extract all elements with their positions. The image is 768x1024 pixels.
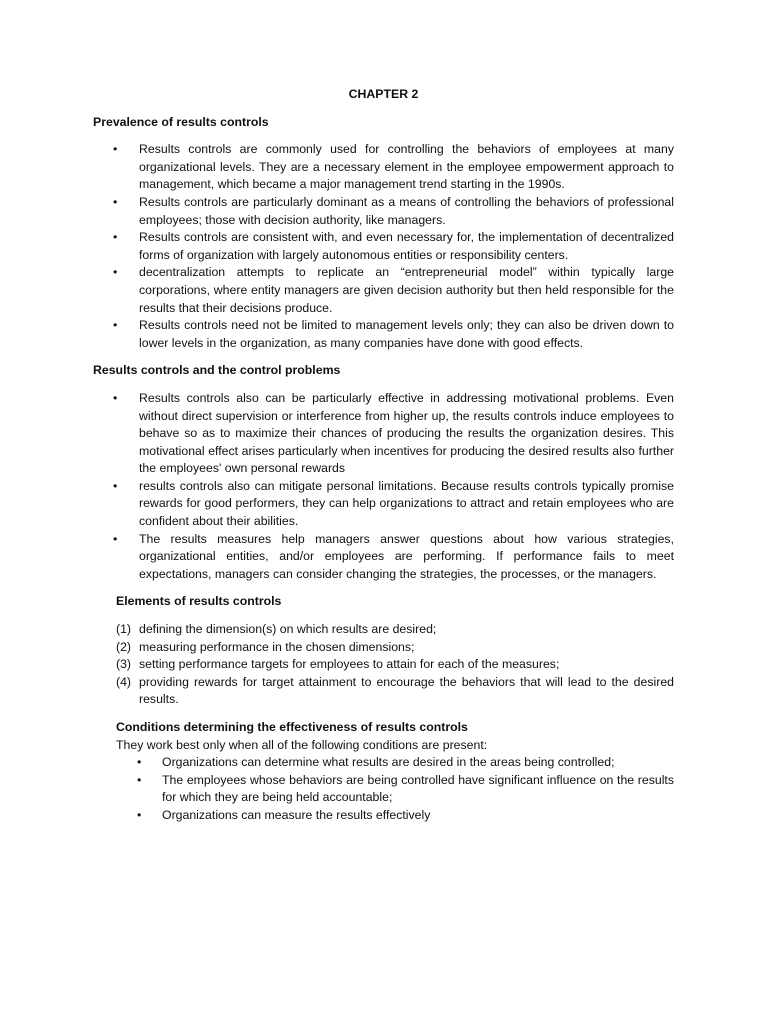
prevalence-bullet-list [93,141,674,352]
section-heading-prevalence: Prevalence of results controls [93,114,269,129]
list-item: (1) defining the dimension(s) on which results are desired; [93,621,674,639]
list-item: • Results controls are consistent with, and even necessary for, the implementation of decentralized forms of organization with largely autonomous entities or responsibility centers. [113,230,674,262]
list-item: • The employees whose behaviors are being controlled have significant influence on the results for which they are being held accountable; [137,772,674,805]
bullet-icon: • [113,194,118,209]
bullet-icon: • [137,807,142,822]
list-number: (4) [116,674,132,689]
document-page [93,86,674,825]
section-heading-control-problems: Results controls and the control problems [93,363,341,378]
list-item: • Results controls also can be particularly effective in addressing motivational problems. Even without direct supervision or interference from higher up, the results controls induce employees to behave so as to maximize their chances of producing the results the organization desires. This motivational effect arises particularly when incentives for producing the desired results also further the employees' own personal rewards [113,390,674,476]
bullet-icon: • [113,142,118,157]
chapter-title: CHAPTER 2 [348,87,419,101]
control-problems-bullet-list [93,390,674,584]
list-item: • Organizations can determine what results are desired in the areas being controlled; [116,754,674,772]
list-item: • The results measures help managers answer questions about how various strategies, organizational entities, and/or employees are performing. If performance fails to meet expectations, managers can consider changing the strategies, the processes, or the managers. [113,531,674,581]
bullet-icon: • [113,230,118,245]
bullet-icon: • [137,755,142,770]
section-heading-elements: Elements of results controls [116,594,282,609]
elements-numbered-list [93,621,674,709]
conditions-block [93,719,674,825]
bullet-icon: • [113,478,118,493]
bullet-icon: • [137,772,142,787]
list-number: (3) [116,657,132,672]
section-heading-conditions: Conditions determining the effectiveness of results controls [116,720,468,734]
list-item: • Organizations can measure the results effectively [116,807,674,825]
bullet-icon: • [113,390,118,405]
list-number: (1) [116,622,132,637]
list-item: (3) setting performance targets for employees to attain for each of the measures; [93,656,674,674]
bullet-icon: • [113,265,118,280]
list-number: (2) [116,639,132,654]
bullet-icon: • [113,318,118,333]
list-item: (4) providing rewards for target attainment to encourage the behaviors that will lead to the desired results. [116,674,674,707]
bullet-icon: • [113,531,118,546]
list-item: • Results controls are commonly used for controlling the behaviors of employees at many organizational levels. They are a necessary element in the employee empowerment approach to management, which became a major management trend starting in the 1990s. [113,142,674,192]
list-item: • results controls also can mitigate personal limitations. Because results controls typically promise rewards for good performers, they can help organizations to attract and retain employees who are confident about their abilities. [113,478,674,529]
list-item: • Results controls need not be limited to management levels only; they can also be driven down to lower levels in the organization, as many companies have done with good effects. [113,318,674,350]
list-item: • decentralization attempts to replicate an “entrepreneurial model” within typically large corporations, where entity managers are given decision authority but then held responsible for the results that their decisions produce. [113,265,674,315]
conditions-bullet-list [116,754,674,824]
list-item: (2) measuring performance in the chosen dimensions; [93,639,674,657]
conditions-intro: They work best only when all of the following conditions are present: [116,737,488,752]
list-item: • Results controls are particularly dominant as a means of controlling the behaviors of professional employees; those with decision authority, like managers. [113,194,674,227]
